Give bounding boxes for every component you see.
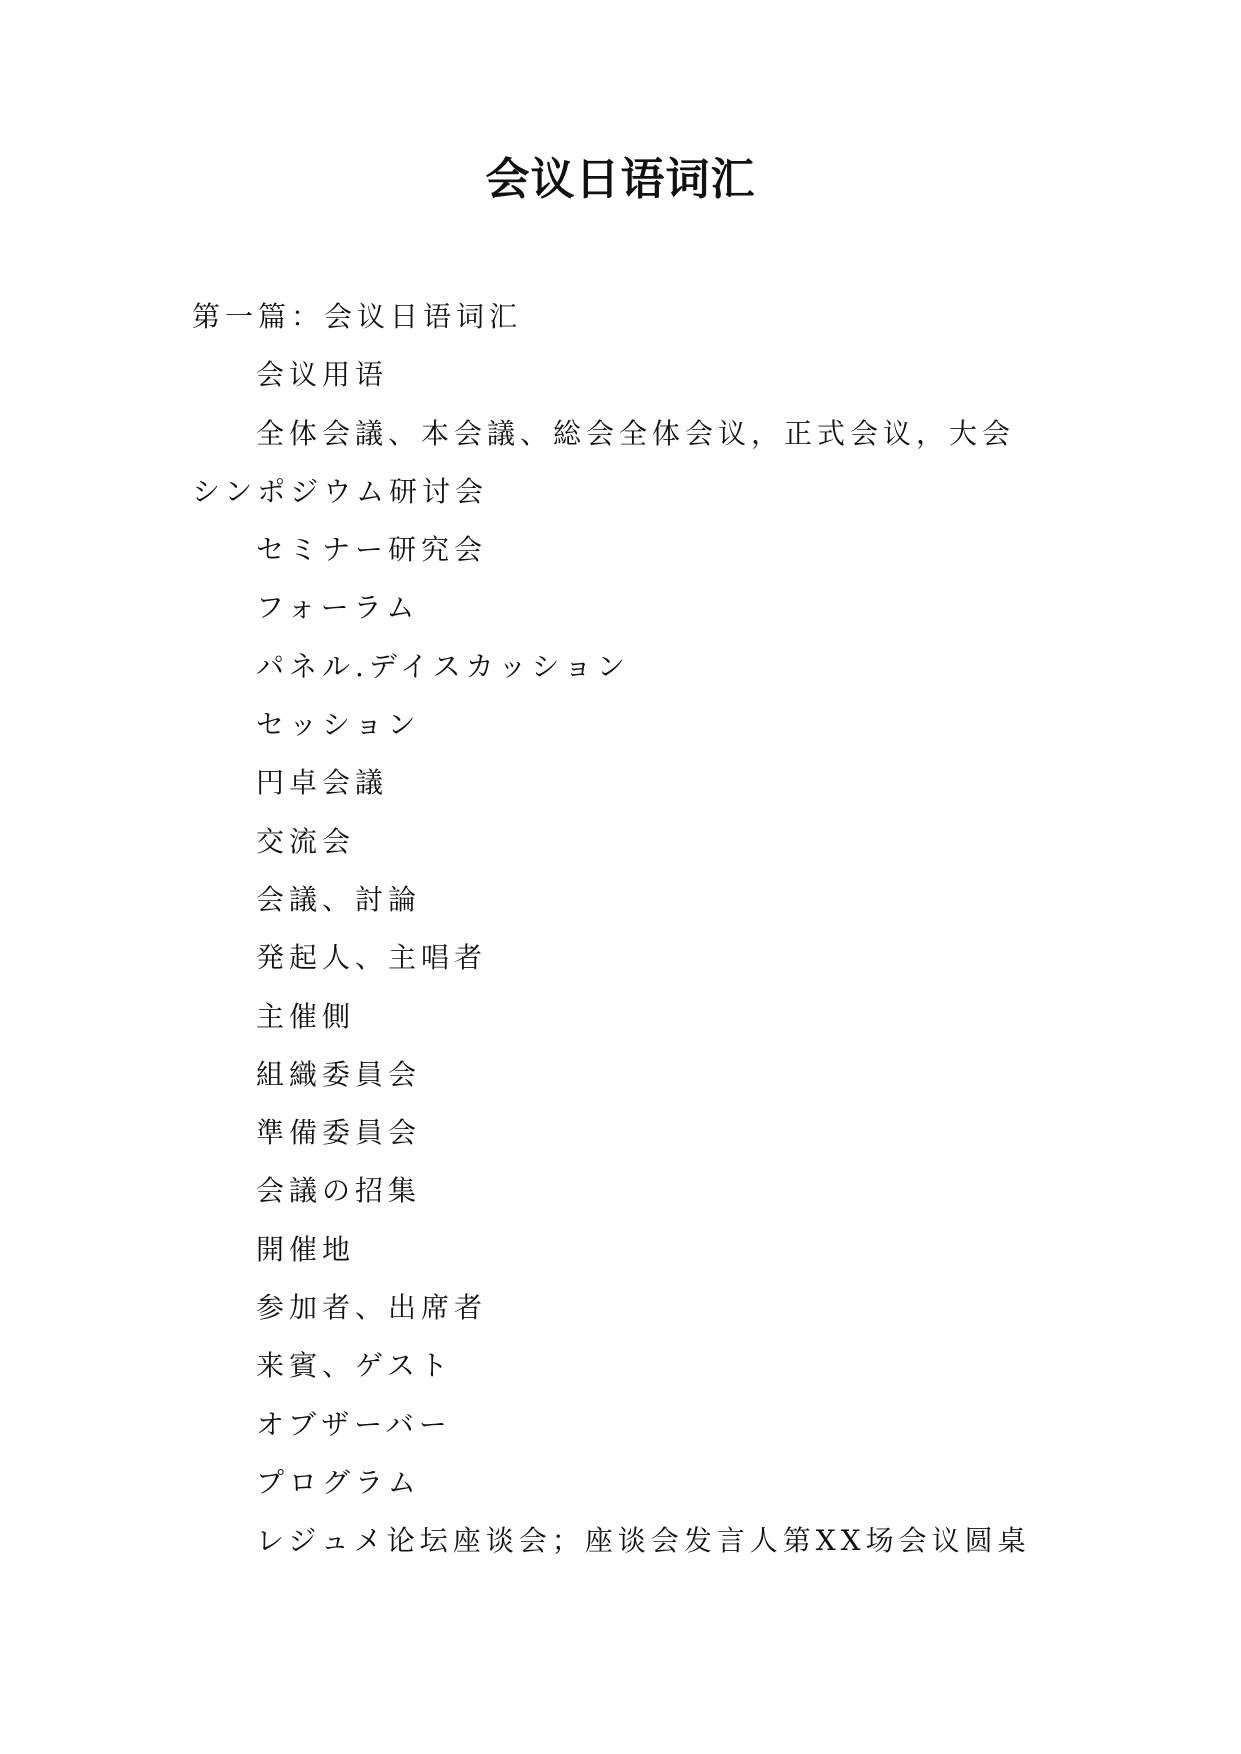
vocab-line: オブザーバー bbox=[256, 1407, 452, 1441]
vocab-line: フォーラム bbox=[256, 591, 420, 625]
vocab-line: 主催側 bbox=[256, 999, 356, 1033]
vocab-line: 来賓、ゲスト bbox=[256, 1349, 453, 1383]
vocab-line: パネル.デイスカッション bbox=[256, 649, 630, 683]
vocab-line: セッション bbox=[256, 708, 421, 742]
subheading: 会议用语 bbox=[256, 358, 389, 392]
vocab-line: 組織委員会 bbox=[256, 1057, 422, 1091]
vocab-line: 会議の招集 bbox=[256, 1174, 422, 1208]
section-heading: 第一篇：会议日语词汇 bbox=[192, 300, 523, 333]
vocab-line: 発起人、主唱者 bbox=[256, 941, 488, 975]
vocab-line: 会議、討論 bbox=[256, 882, 422, 916]
vocab-line: レジュメ论坛座谈会；座谈会发言人第XX场会议圆桌 bbox=[256, 1524, 1031, 1558]
vocab-line: 開催地 bbox=[256, 1232, 356, 1266]
vocab-line: 交流会 bbox=[256, 824, 356, 858]
vocab-line: プログラム bbox=[256, 1465, 421, 1499]
vocab-line: 全体会議、本会議、総会全体会议，正式会议，大会 bbox=[256, 416, 1016, 450]
vocab-line: 円卓会議 bbox=[256, 766, 389, 800]
vocab-line: シンポジウム研讨会 bbox=[192, 474, 489, 508]
vocab-line: 参加者、出席者 bbox=[256, 1291, 488, 1325]
document-title: 会议日语词汇 bbox=[485, 154, 756, 205]
document-body bbox=[192, 288, 1072, 1571]
vocab-line: セミナー研究会 bbox=[256, 533, 488, 567]
vocab-line: 準備委員会 bbox=[256, 1116, 422, 1150]
